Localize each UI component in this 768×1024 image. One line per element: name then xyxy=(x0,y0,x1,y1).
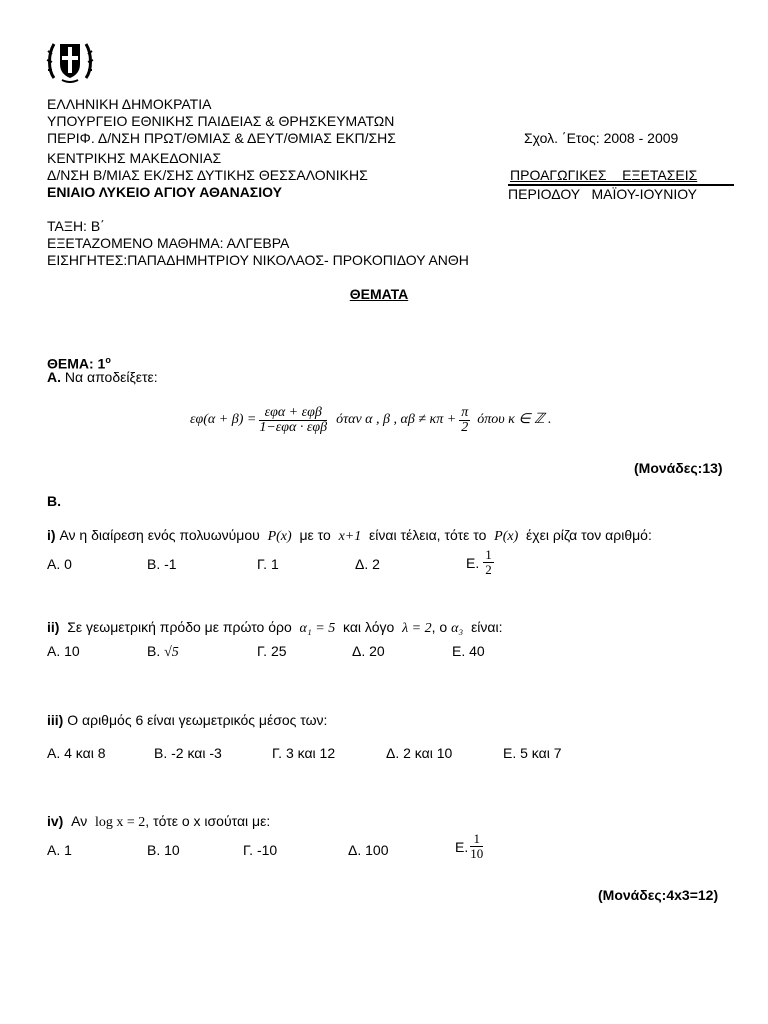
question-3: iii) Ο αριθμός 6 είναι γεωμετρικός μέσος των: xyxy=(47,712,328,728)
q2-option-d: Δ. 20 xyxy=(352,643,385,659)
q2-option-a: Α. 10 xyxy=(47,643,80,659)
exam-period: ΠΕΡΙΟΔΟΥ ΜΑΪΟΥ-ΙΟΥΝΙΟΥ xyxy=(508,184,734,202)
header-line-1: ΕΛΛΗΝΙΚΗ ΔΗΜΟΚΡΑΤΙΑ xyxy=(47,96,212,112)
subject-line: ΕΞΕΤΑΖΟΜΕΝΟ ΜΑΘΗΜΑ: ΑΛΓΕΒΡΑ xyxy=(47,235,290,251)
exam-type: ΠΡΟΑΓΩΓΙΚΕΣ ΕΞΕΤΑΣΕΙΣ xyxy=(510,167,698,183)
part-b-points: (Μονάδες:4x3=12) xyxy=(598,887,719,903)
header-line-3: ΠΕΡΙΦ. Δ/ΝΣΗ ΠΡΩΤ/ΘΜΙΑΣ & ΔΕΥΤ/ΘΜΙΑΣ ΕΚΠ/ΣΗΣ xyxy=(47,130,396,146)
q1-option-a: Α. 0 xyxy=(47,556,72,572)
question-1: i) Αν η διαίρεση ενός πολυωνύμου P(x) με το x+1 είναι τέλεια, τότε το P(x) έχει ρίζα τον αριθμό: xyxy=(47,527,652,544)
q2-option-b: Β. √5 xyxy=(147,643,179,660)
formula: εφ(α + β) = $\frac{\text{εφα + εφβ}}{\text{1−εφα · εφβ}}$ όταν α , β , αβ ≠ κπ + $\frac{\pi}{2}$ όπου κ ∈ ℤ . xyxy=(190,404,552,435)
pi-over-two: $\frac{\pi}{2}$ xyxy=(461,404,469,435)
q2-option-c: Γ. 25 xyxy=(257,643,287,659)
page-title: ΘΕΜΑΤΑ xyxy=(349,286,409,302)
q4-option-d: Δ. 100 xyxy=(348,842,389,858)
q4-option-a: Α. 1 xyxy=(47,842,72,858)
header-line-4: ΚΕΝΤΡΙΚΗΣ ΜΑΚΕΔΟΝΙΑΣ xyxy=(47,150,222,166)
q1-option-c: Γ. 1 xyxy=(257,556,279,572)
q3-option-b: Β. -2 και -3 xyxy=(154,745,222,761)
part-a-prompt: Α. Να αποδείξετε: xyxy=(47,369,158,385)
teachers-line: ΕΙΣΗΓΗΤΕΣ:ΠΑΠΑΔΗΜΗΤΡΙΟΥ ΝΙΚΟΛΑΟΣ- ΠΡΟΚΟΠΙΔΟΥ ΑΝΘΗ xyxy=(47,252,469,268)
q3-option-d: Δ. 2 και 10 xyxy=(386,745,453,761)
part-b-label: Β. xyxy=(47,493,61,509)
school-name: ΕΝΙΑΙΟ ΛΥΚΕΙΟ ΑΓΙΟΥ ΑΘΑΝΑΣΙΟΥ xyxy=(47,184,282,200)
q3-option-c: Γ. 3 και 12 xyxy=(272,745,336,761)
q3-option-e: Ε. 5 και 7 xyxy=(503,745,562,761)
q1-option-d: Δ. 2 xyxy=(355,556,380,572)
q4-option-e: Ε. $\frac{1}{10}$ xyxy=(455,831,484,861)
question-4: iv) Αν log x = 2, τότε ο x ισούται με: xyxy=(47,813,271,830)
q4-option-c: Γ. -10 xyxy=(243,842,278,858)
q3-option-a: Α. 4 και 8 xyxy=(47,745,106,761)
question-2: ii) Σε γεωμετρική πρόδο με πρώτο όρο α₁ = 5 και λόγο λ = 2, ο α₃ είναι: xyxy=(47,619,503,636)
school-year: Σχολ. ΄Ετος: 2008 - 2009 xyxy=(524,130,679,146)
formula-fraction: $\frac{\text{εφα + εφβ}}{\text{1−εφα · εφβ}}$ xyxy=(259,404,328,435)
q1-option-e: Ε. $\frac{1}{2}$ xyxy=(466,547,492,577)
greek-emblem-icon xyxy=(44,34,96,86)
header-line-5: Δ/ΝΣΗ Β/ΜΙΑΣ ΕΚ/ΣΗΣ ΔΥΤΙΚΗΣ ΘΕΣΣΑΛΟΝΙΚΗΣ xyxy=(47,167,368,183)
part-a-points: (Μονάδες:13) xyxy=(634,460,723,476)
theme-heading: ΘΕΜΑ: $1^o$ xyxy=(47,355,111,372)
q1-option-b: Β. -1 xyxy=(147,556,177,572)
class-line: ΤΑΞΗ: Β΄ xyxy=(47,218,105,234)
q4-option-b: Β. 10 xyxy=(147,842,180,858)
header-line-2: ΥΠΟΥΡΓΕΙΟ ΕΘΝΙΚΗΣ ΠΑΙΔΕΙΑΣ & ΘΡΗΣΚΕΥΜΑΤΩΝ xyxy=(47,113,395,129)
q2-option-e: Ε. 40 xyxy=(452,643,485,659)
